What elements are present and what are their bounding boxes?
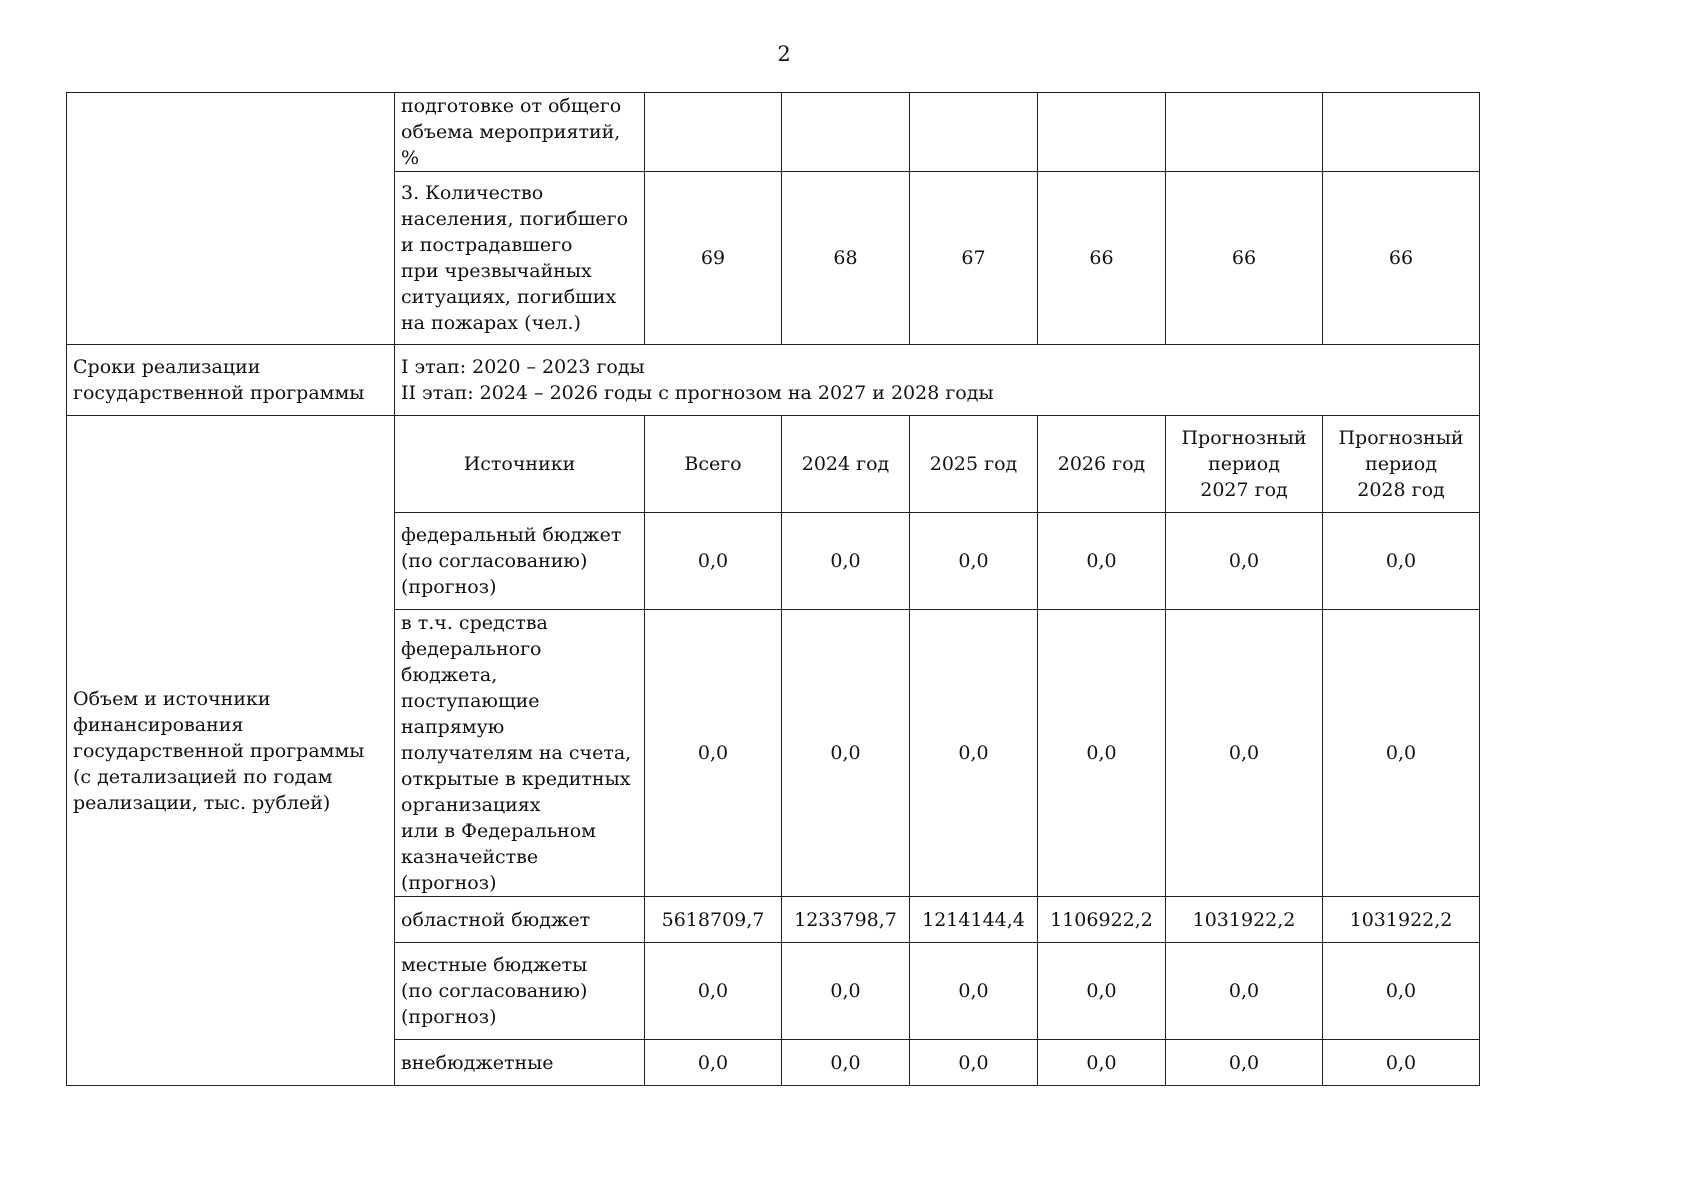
header-2025: 2025 год [910,416,1038,513]
indicator-row-1 [67,93,1480,172]
value-total: 0,0 [645,943,782,1040]
stage-1: I этап: 2020 – 2023 годы [401,356,645,378]
header-forecast-2028: Прогнозный период 2028 год [1323,416,1480,513]
source-name: областной бюджет [395,897,645,943]
indicator-1-text: подготовке от общего объема мероприятий, % [395,93,645,172]
value-2024: 0,0 [782,513,910,610]
empty-label-cell [67,93,395,345]
value-total: 0,0 [645,513,782,610]
value-2028: 0,0 [1323,610,1480,897]
indicator-3-value: 67 [910,172,1038,345]
header-2026: 2026 год [1038,416,1166,513]
value-total: 0,0 [645,1040,782,1086]
value-2024: 0,0 [782,943,910,1040]
indicator-1-value [645,93,782,172]
value-2025: 0,0 [910,610,1038,897]
indicator-3-value: 69 [645,172,782,345]
value-2028: 0,0 [1323,513,1480,610]
indicator-3-value: 68 [782,172,910,345]
terms-value [395,345,1480,416]
value-2026: 1106922,2 [1038,897,1166,943]
value-2025: 0,0 [910,943,1038,1040]
value-2025: 0,0 [910,513,1038,610]
value-2028: 0,0 [1323,1040,1480,1086]
indicator-1-value [1323,93,1480,172]
value-2024: 0,0 [782,610,910,897]
program-passport-table [66,92,1480,1086]
value-2027: 0,0 [1166,943,1323,1040]
value-2026: 0,0 [1038,1040,1166,1086]
terms-row [67,345,1480,416]
source-name: местные бюджеты (по согласованию) (прогноз) [395,943,645,1040]
page-number: 2 [777,42,791,66]
terms-label: Сроки реализации государственной программы [67,345,395,416]
value-2028: 0,0 [1323,943,1480,1040]
indicator-1-value [910,93,1038,172]
financing-header-row [67,416,1480,513]
value-2028: 1031922,2 [1323,897,1480,943]
header-forecast-2027: Прогнозный период 2027 год [1166,416,1323,513]
value-total: 0,0 [645,610,782,897]
stage-2: II этап: 2024 – 2026 годы с прогнозом на 2027 и 2028 годы [401,382,994,404]
financing-label: Объем и источники финансирования государственной программы (с детализацией по годам реализации, тыс. рублей) [67,416,395,1086]
value-2025: 1214144,4 [910,897,1038,943]
value-2024: 0,0 [782,1040,910,1086]
value-2026: 0,0 [1038,610,1166,897]
value-2027: 0,0 [1166,1040,1323,1086]
header-total: Всего [645,416,782,513]
indicator-1-value [782,93,910,172]
source-name: внебюджетные [395,1040,645,1086]
value-2027: 1031922,2 [1166,897,1323,943]
indicator-1-value [1038,93,1166,172]
indicator-3-value: 66 [1323,172,1480,345]
indicator-3-value: 66 [1166,172,1323,345]
indicator-3-text: 3. Количество населения, погибшего и пострадавшего при чрезвычайных ситуациях, погибших на пожарах (чел.) [395,172,645,345]
value-2024: 1233798,7 [782,897,910,943]
value-total: 5618709,7 [645,897,782,943]
indicator-1-value [1166,93,1323,172]
source-name: в т.ч. средства федерального бюджета, поступающие напрямую получателям на счета, открытые в кредитных организациях или в Федеральном казначействе (прогноз) [395,610,645,897]
header-2024: 2024 год [782,416,910,513]
value-2027: 0,0 [1166,513,1323,610]
value-2026: 0,0 [1038,513,1166,610]
value-2025: 0,0 [910,1040,1038,1086]
indicator-3-value: 66 [1038,172,1166,345]
value-2026: 0,0 [1038,943,1166,1040]
header-sources: Источники [395,416,645,513]
value-2027: 0,0 [1166,610,1323,897]
source-name: федеральный бюджет (по согласованию) (прогноз) [395,513,645,610]
